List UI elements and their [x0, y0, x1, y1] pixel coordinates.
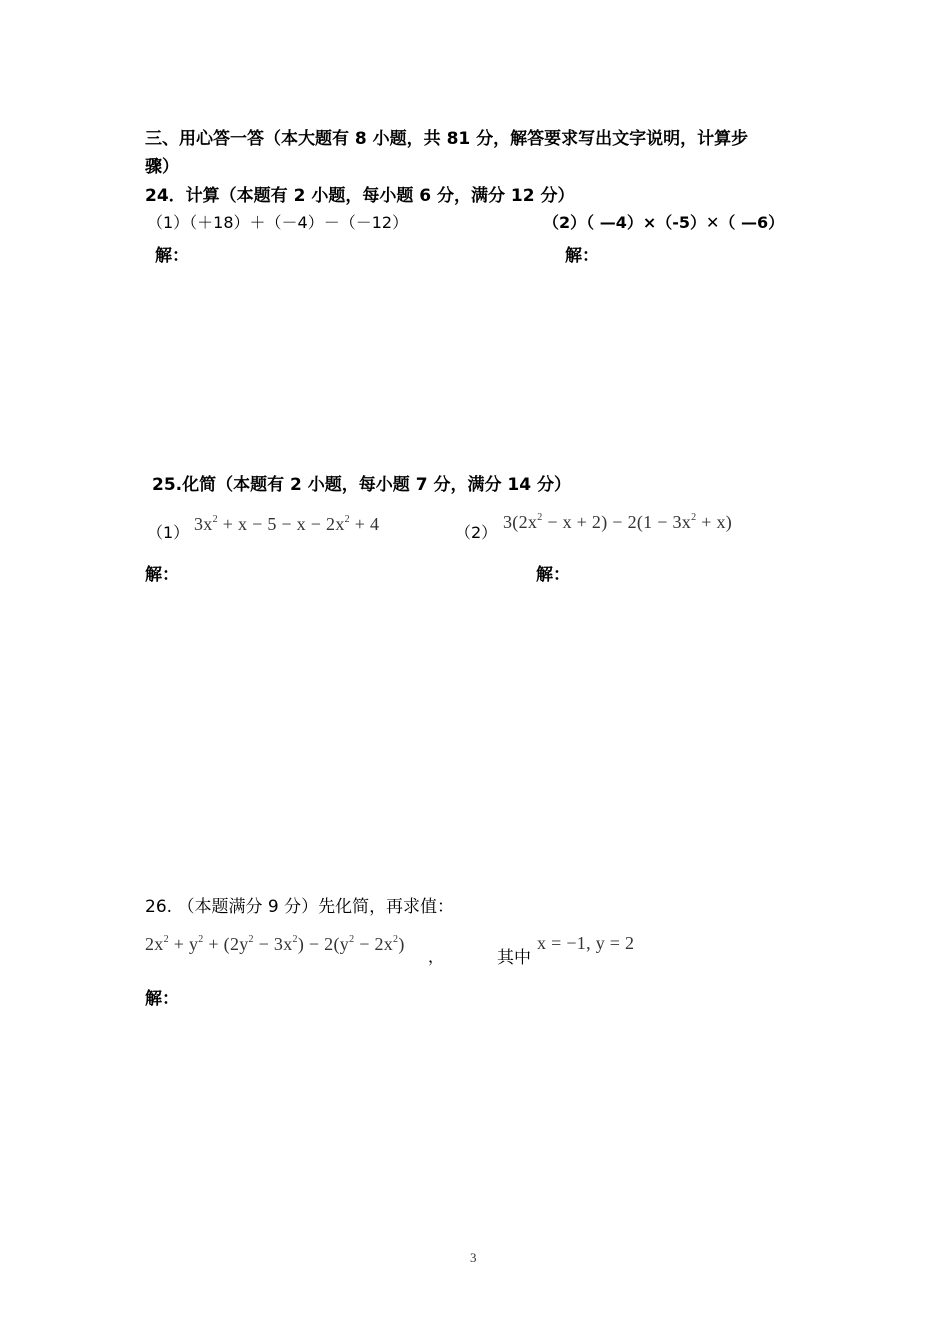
q26-title: 26. （本题满分 9 分）先化简，再求值： — [145, 897, 455, 917]
q24-answer2-label: 解： — [565, 246, 599, 266]
q26-where-value: x = −1, y = 2 — [537, 933, 635, 953]
section-heading-line2: 骤） — [145, 157, 179, 177]
q25-part1-label: （1） — [147, 523, 190, 542]
q24-answer1-label: 解： — [155, 246, 189, 266]
q25-part2-label: （2） — [455, 523, 498, 542]
q25-part1-expression: $3x^2 + x - 5 - x - 2x^2 + 4$ — [194, 514, 380, 534]
q26-answer-label: 解： — [145, 989, 179, 1009]
page-number: 3 — [470, 1250, 477, 1265]
q25-answer2-label: 解： — [536, 565, 570, 585]
q25-part2-expression: $3(2x^2 - x + 2) - 2(1 - 3x^2 + x)$ — [503, 512, 733, 532]
q24-title: 24．计算（本题有 2 小题，每小题 6 分，满分 12 分） — [145, 186, 575, 206]
section-heading-line1: 三、用心答一答（本大题有 8 小题，共 81 分，解答要求写出文字说明，计算步 — [145, 129, 749, 149]
q24-part2: （2）（ —4）×（-5）✕（ —6） — [543, 213, 785, 232]
q26-expression: $2x^2 + y^2 + (2y^2 - 3x^2) - 2(y^2 - 2x^2)$ — [145, 934, 405, 954]
q26-where-label: 其中 — [497, 948, 531, 968]
q26-comma: ， — [428, 947, 445, 966]
q25-answer1-label: 解： — [145, 565, 179, 585]
q24-part1: （1）（＋18）＋（－4）－（－12） — [147, 213, 409, 232]
q25-title: 25.化简（本题有 2 小题，每小题 7 分，满分 14 分） — [152, 475, 571, 495]
